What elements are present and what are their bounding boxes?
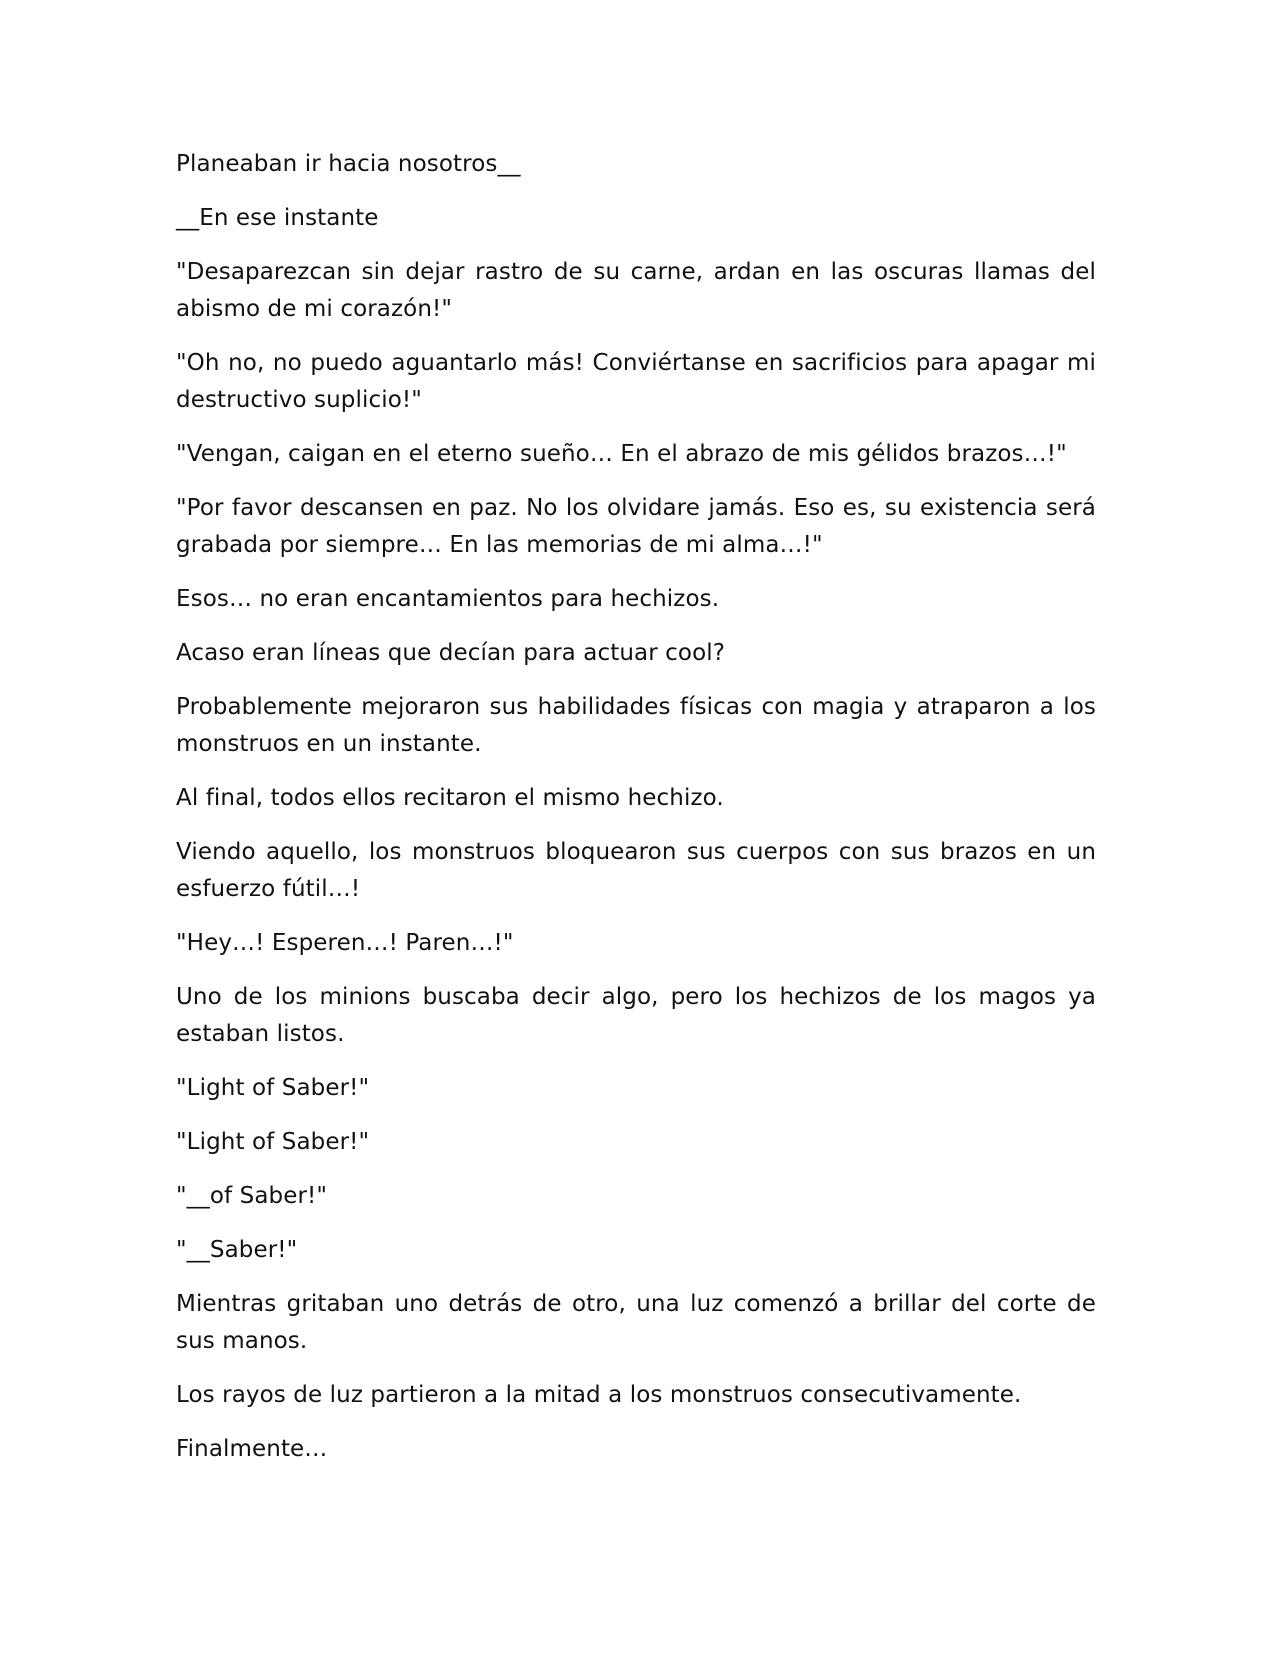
- paragraph: "Light of Saber!": [176, 1129, 370, 1155]
- paragraph: Probablemente mejoraron sus habilidades físicas con magia y atraparon a los monstruos en un instante.: [176, 694, 1096, 757]
- paragraph: Al final, todos ellos recitaron el mismo hechizo.: [176, 785, 724, 811]
- paragraph: Planeaban ir hacia nosotros__: [176, 151, 521, 177]
- paragraph: Esos… no eran encantamientos para hechizos.: [176, 586, 720, 612]
- paragraph: Viendo aquello, los monstruos bloquearon sus cuerpos con sus brazos en un esfuerzo fútil…!: [176, 839, 1096, 902]
- paragraph: "Vengan, caigan en el eterno sueño… En el abrazo de mis gélidos brazos…!": [176, 441, 1067, 467]
- paragraph: Finalmente…: [176, 1436, 328, 1462]
- paragraph: "__of Saber!": [176, 1183, 328, 1209]
- paragraph: "Oh no, no puedo aguantarlo más! Conviértanse en sacrificios para apagar mi destructivo suplicio!": [176, 350, 1096, 413]
- paragraph: Uno de los minions buscaba decir algo, pero los hechizos de los magos ya estaban listos.: [176, 984, 1096, 1047]
- paragraph: Acaso eran líneas que decían para actuar cool?: [176, 640, 726, 666]
- paragraph: "__Saber!": [176, 1237, 298, 1263]
- paragraph: Mientras gritaban uno detrás de otro, una luz comenzó a brillar del corte de sus manos.: [176, 1291, 1096, 1354]
- paragraph: __En ese instante: [176, 205, 379, 231]
- paragraph: "Por favor descansen en paz. No los olvidare jamás. Eso es, su existencia será grabada por siempre… En las memorias de mi alma…!": [176, 495, 1096, 558]
- paragraph: "Hey…! Esperen…! Paren…!": [176, 930, 514, 956]
- paragraph: "Light of Saber!": [176, 1075, 370, 1101]
- paragraph: "Desaparezcan sin dejar rastro de su carne, ardan en las oscuras llamas del abismo de mi corazón!": [176, 259, 1096, 322]
- document-body: [176, 146, 1096, 1485]
- paragraph: Los rayos de luz partieron a la mitad a los monstruos consecutivamente.: [176, 1382, 1022, 1408]
